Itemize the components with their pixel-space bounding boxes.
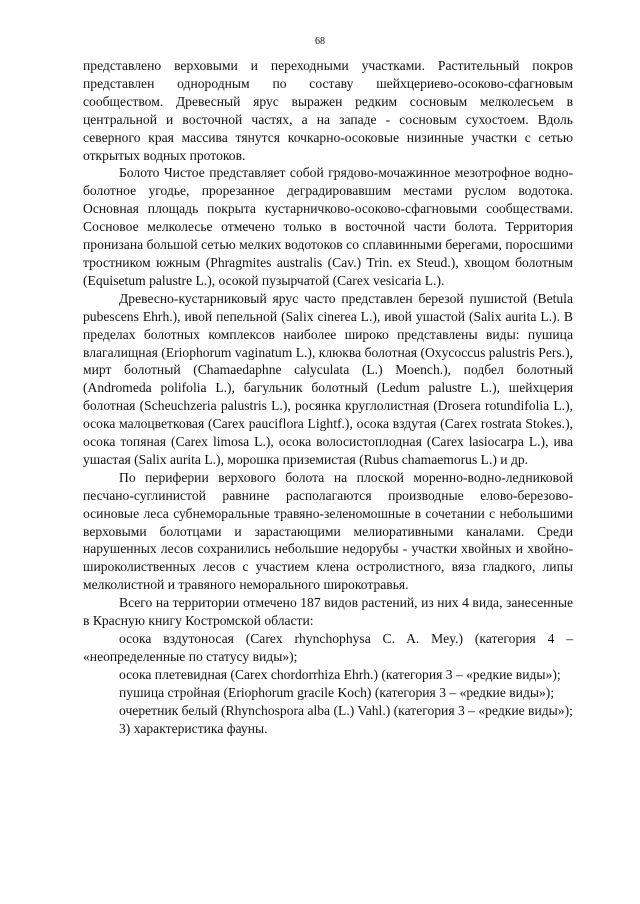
paragraph: 3) характеристика фауны.: [119, 720, 268, 736]
paragraph: очеретник белый (Rhynchospora alba (L.) Vahl.) (категория 3 – «редкие виды»);: [119, 702, 573, 718]
paragraph: осока плетевидная (Carex chordorrhiza Ehrh.) (категория 3 – «редкие виды»);: [119, 666, 561, 682]
paragraph: Болото Чистое представляет собой грядово-мочажинное мезотрофное водно-болотное угодье, прорезанное деградировавшим местами руслом водотока. Основная площадь покрыта кустарничково-осоково-сфагновыми сообществами. Сосновое мелколесье отмечено только в восточной части болота. Территория пронизана большой сетью мелких водотоков со сплавинными берегами, поросшими тростником южным (Phragmites australis (Cav.) Trin. ex Steud.), хвощом болотным (Equisetum palustre L.), осокой пузырчатой (Carex vesicaria L.).: [83, 165, 573, 288]
paragraph: осока вздутоносая (Carex rhynchophysa C. A. Mey.) (категория 4 – «неопределенные по статусу виды»);: [83, 631, 573, 664]
paragraph: пушица стройная (Eriophorum gracile Koch) (категория 3 – «редкие виды»);: [119, 684, 555, 700]
page-number: 68: [315, 36, 325, 47]
paragraph: представлено верховыми и переходными участками. Растительный покров представлен однородным по составу шейхцериево-осоково-сфагновым сообществом. Древесный ярус выражен редким сосновым мелколесьем в центральной и восточной частях, а на западе - сосновым сухостоем. Вдоль северного края массива тянутся кочкарно-осоковые низинные участки с сетью открытых водных протоков.: [83, 58, 573, 163]
paragraph: Древесно-кустарниковый ярус часто представлен березой пушистой (Betula pubescens Ehrh.), ивой пепельной (Salix cinerea L.), ивой ушастой (Salix aurita L.). В пределах болотных комплексов наиболее широко представлены виды: пушица влагалищная (Eriophorum vaginatum L.), клюква болотная (Oxycoccus palustris Pers.), мирт болотный (Chamaedaphne calyculata (L.) Moench.), подбел болотный (Andromeda polifolia L.), багульник болотный (Ledum palustre L.), шейхцерия болотная (Scheuchzeria palustris L.), росянка круглолистная (Drosera rotundifolia L.), осока малоцветковая (Carex pauciflora Lightf.), осока вздутая (Carex rostrata Stokes.), осока топяная (Carex limosa L.), осока волосистоплодная (Carex lasiocarpa L.), ива ушастая (Salix aurita L.), морошка приземистая (Rubus chamaemorus L.) и др.: [83, 290, 573, 467]
paragraph: По периферии верхового болота на плоской моренно-водно-ледниковой песчано-суглинистой равнине располагаются производные елово-березово-осиновые леса субнеморальные травяно-зеленомошные в сочетании с небольшими верховыми болотцами и зарастающими мелиоративными каналами. Среди нарушенных лесов сохранились небольшие недорубы - участки хвойных и хвойно-широколиственных лесов с участием клена остролистного, вяза гладкого, липы мелколистной и травяного неморального широкотравья.: [83, 469, 573, 593]
paragraph: Всего на территории отмечено 187 видов растений, из них 4 вида, занесенные в Красную книгу Костромской области:: [83, 595, 573, 629]
body-text: [83, 57, 573, 737]
